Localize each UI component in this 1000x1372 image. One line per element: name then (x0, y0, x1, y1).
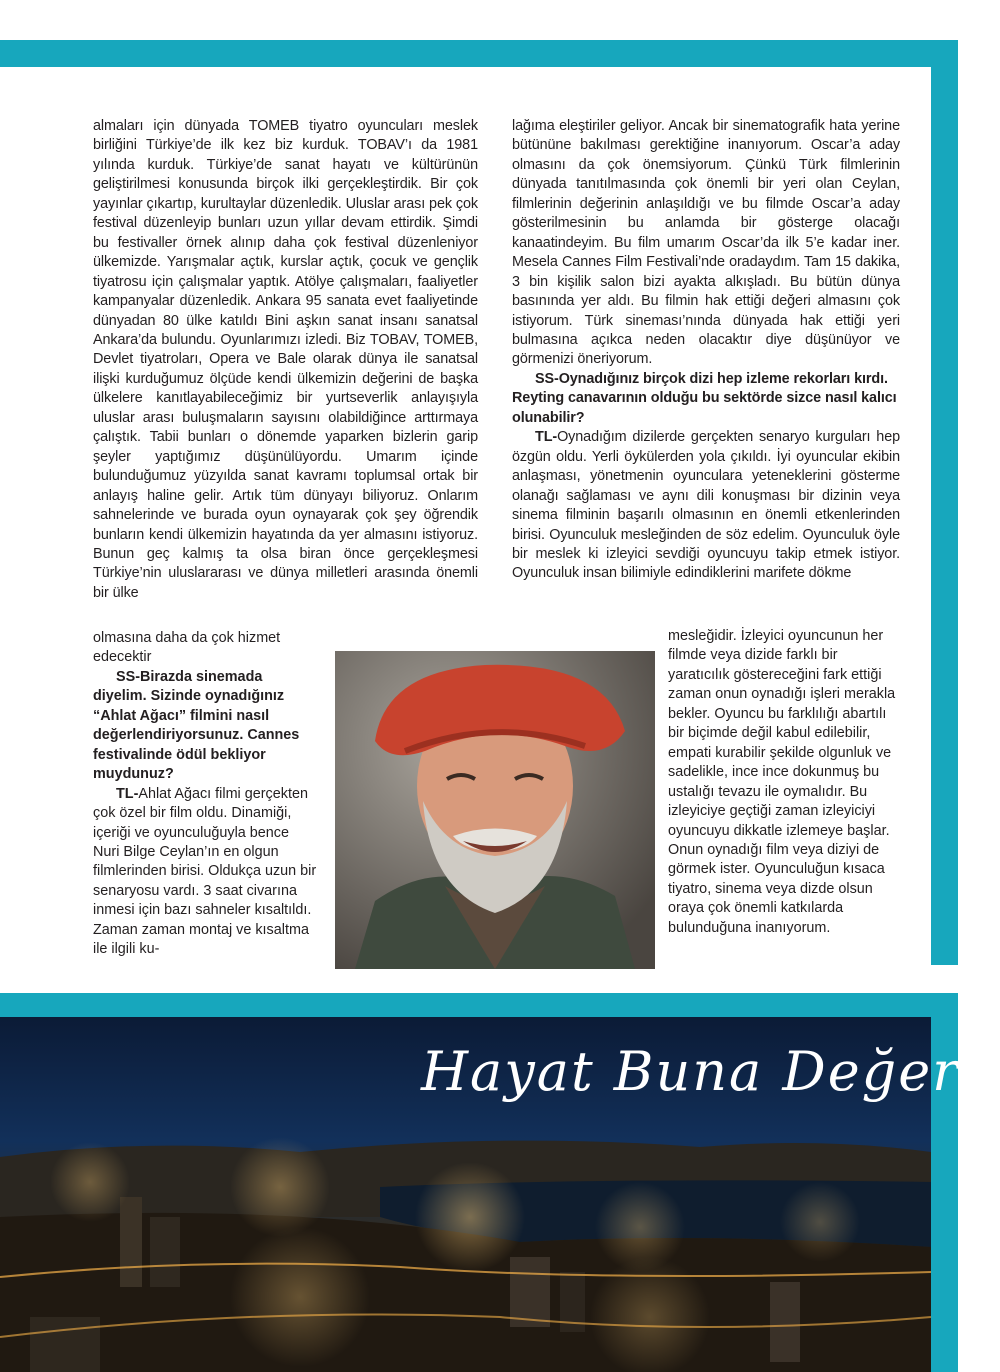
portrait-photo (335, 651, 655, 969)
answer-ahlat-agaci (93, 785, 318, 960)
left-narrow-column (93, 629, 318, 960)
left-column (93, 117, 478, 603)
banner-title: Hayat Buna Değer (420, 1040, 960, 1103)
right-column (512, 117, 900, 584)
right-narrow-paragraph: mesleğidir. İzleyici oyuncunun her filmde veya dizide farklı bir yaratıcılık göstereceğini fark ettiği zaman onun oynadığı işleri merakla bekler. Oyuncu bu farklılığı abartılı bir biçimde değil kabul edilebilir, empati kurabilir şekilde olgunluk ve sadelikle, ince ince dokunmuş bu ustalığı tevazu ile oymalıdır. Bu izleyiciye geçtiği zaman izleyiciyi oyuncuyu dikkatle izlemeye başlar. Onun oynadığı film veya diziyi de görmek ister. Oyunculuğun kısaca tiyatro, sinema veya dizde olsun oraya çok önemli katkılarda bulunduğuna inanıyorum. (668, 628, 896, 936)
answer-series (512, 428, 900, 584)
answer-text: Oynadığım dizilerde gerçekten senaryo kurguları hep özgün oldu. Yerli öykülerden yola çıkıldı. İyi oyuncular ekibin anlaşması, yönetmenin oyunculara yeteneklerini gösterme olanağı sağlaması ve aynı dili konuşması bir dizinin veya sinema filminin başarılı olmasının en önemli etkenlerinden birisi. Oyunculuk mesleğinden de söz edelim. Oyunculuk öyle bir meslek ki izleyici sevdiği oyuncuyu takip etmek istiyor. Oyunculuk insan bilimiyle edindiklerini marifete dökme (512, 429, 900, 582)
question-series: SS-Oynadığınız birçok dizi hep izleme rekorları kırdı. Reyting canavarının olduğu bu sektörde sizce nasıl kalıcı olunabilir? (512, 370, 897, 426)
top-frame-bar (0, 40, 958, 67)
answer-label: TL- (535, 429, 558, 446)
left-column-paragraph: almaları için dünyada TOMEB tiyatro oyuncuları meslek birliğini Türkiye’de ilk kez biz kurduk. TOBAV’ı da 1981 yılında kurduk. Türkiye’de sanat hayatı ve kültürünün geliştirilmesi konusunda birçok ilki gerçekleştirdik. Bir çok yayınlar çıkartıp, kurultaylar düzenledik. Uluslar arası pek çok festival düzenleyip bunları uzun yıllar devam ettirdik. Şimdi bu festivaller örnek alınıp daha çok festival düzenleniyor ülkemizde. Yarışmalar açtık, kurslar açtık, çocuk ve gençlik tiyatrosu için çalışmalar yaptık. Atölye çalışmaları, faaliyetler kampanyalar düzenledik. Ankara 95 sanata evet faaliyetinde dünyadan 80 ülke katıldı Bini aşkın sanat insanı sanatsal Ankara’da bulundu. Oyunlarımızı izledi. Biz TOBAV, TOMEB, Devlet tiyatroları, Opera ve Bale olarak dünya ile sanatsal ilişki kurduğumuz ölçüde kendi ülkemizin değerini de başka ülkelere kanıtlayabileceğimiz bir yurtseverlik anlayışıyla uluslar arası buluşmaların sayısını olabildiğince arttırmaya çalıştık. Tabii bunları o dönemde yaparken bizlerin garip şeyler yaptığımız düşünülüyordu. Umarım içinde bulunduğumuz yüzyılda sanat kavramı toplumsal ortak bir anlayış haline gelir. Artık tüm dünyayı biliyoruz. Onlarım sahnelerinde ve burada oyun oynayarak çok şey öğrendik bunların kendi ülkemizin hayatında da yer almasını istiyoruz. Bunun geç kalmış ta olsa biran önce gerçekleşmesi Türkiye’nin uluslararası ve dünya milletleri arasında önemli bir ülke (93, 118, 478, 601)
right-frame-bar (931, 40, 958, 965)
answer-text: Ahlat Ağacı filmi gerçekten çok özel bir film oldu. Dinamiği, içeriği ve oyunculuğuyla bence Nuri Bilge Ceylan’ın en olgun filmlerinden birisi. Oldukça uzun bir senaryosu vardı. 3 saat civarına inmesi için bazı sahneler kısaltıldı. Zaman zaman montaj ve kısaltma ile ilgili ku- (93, 785, 317, 958)
portrait-illustration (335, 651, 655, 969)
bottom-frame-bar (0, 993, 958, 1017)
left-paragraph-tail: olmasına daha da çok hizmet edecektir (93, 630, 281, 666)
question-ahlat-agaci: SS-Birazda sinemada diyelim. Sizinde oynadığınız “Ahlat Ağacı” filmini nasıl değerlendiriyorsunuz. Cannes festivalinde ödül bekliyor muydunuz? (93, 668, 300, 783)
answer-label: TL- (116, 785, 139, 802)
right-paragraph-oscar: lağıma eleştiriler geliyor. Ancak bir sinematografik hata yerine bütününe bakılması gerektiğine inanıyorum. Oscar’a aday olmasını da çok önemsiyorum. Çünkü Türk filmlerinin dünyada tanıtılmasında çok önemli bir yeri olan Ceylan, filmlerinin değerinin anlaşıldığı ve bu filmde Oscar’a aday gösterilmesinin bu anlamda bir gösterge olacağı kanaatindeyim. Bu film umarım Oscar’da ilk 5’e kadar iner. Mesela Cannes Film Festivali’nde oradaydım. Tam 15 dakika, 3 bin kişilik salon bizi ayakta alkışladı. Bu bütün dünya basınında yer aldı. Bu filmin hak ettiği değeri almasını çok istiyorum. Türk sineması’nında dünyada hak ettiği yeri bulmasına açıkca neden olacaktır diye düşünüyor ve görmenizi öneriyorum. (512, 118, 900, 368)
right-narrow-column (668, 627, 900, 938)
